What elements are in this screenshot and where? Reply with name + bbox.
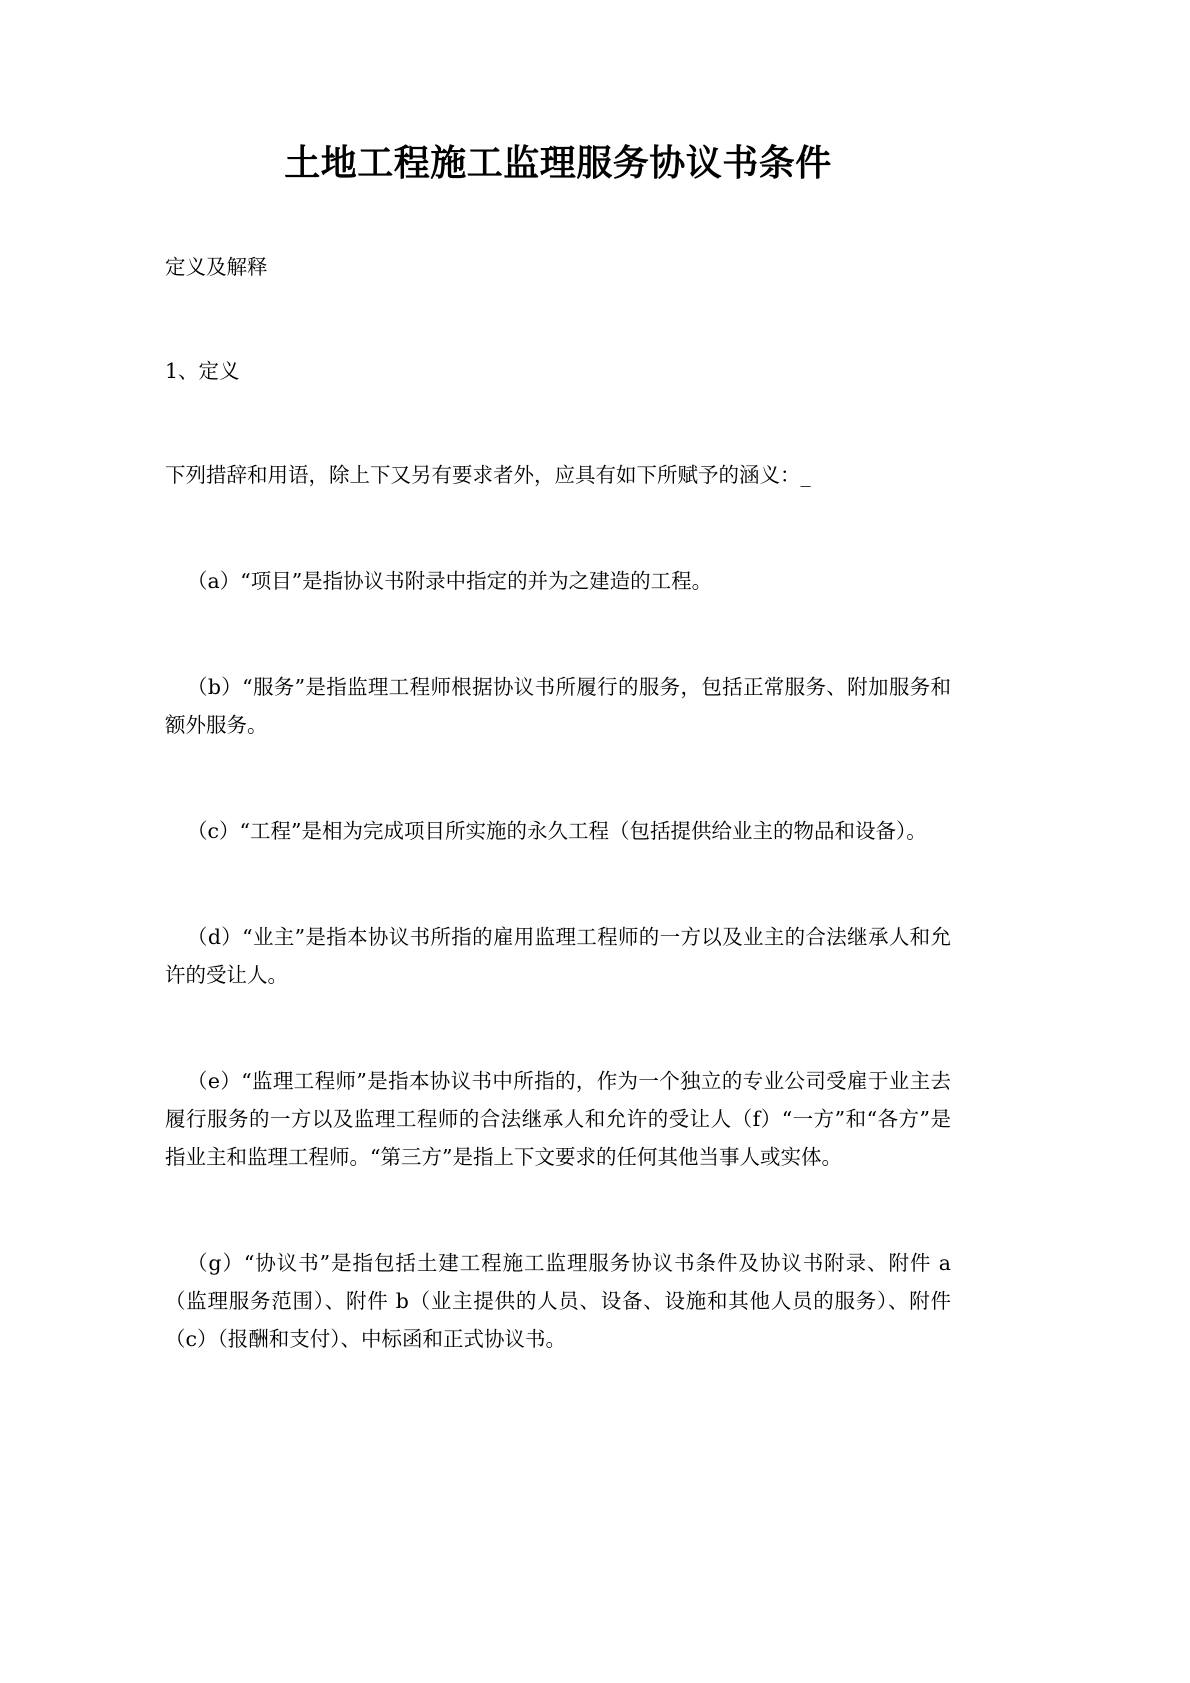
spacer — [165, 600, 951, 668]
definition-item-e: （e）“监理工程师”是指本协议书中所指的，作为一个独立的专业公司受雇于业主去履行服务的一方以及监理工程师的合法继承人和允许的受让人（f）“一方”和“各方”是指业主和监理工程师。“第三方”是指上下文要求的任何其他当事人或实体。 — [165, 1069, 951, 1169]
definition-item-a: （a）“项目”是指协议书附录中指定的并为之建造的工程。 — [187, 569, 713, 593]
spacer — [165, 850, 951, 918]
document-body — [165, 0, 951, 1358]
clause-heading-1: 1、定义 — [165, 359, 240, 383]
spacer — [165, 186, 951, 248]
spacer — [165, 286, 951, 352]
spacer — [165, 994, 951, 1062]
definition-item-c: （c）“工程”是相为完成项目所实施的永久工程（包括提供给业主的物品和设备）。 — [187, 819, 927, 843]
spacer — [165, 1176, 951, 1244]
definition-item-d: （d）“业主”是指本协议书所指的雇用监理工程师的一方以及业主的合法继承人和允许的受让人。 — [165, 925, 951, 987]
section-heading-definitions: 定义及解释 — [165, 255, 268, 279]
definition-item-g: （g）“协议书”是指包括土建工程施工监理服务协议书条件及协议书附录、附件 a（监理服务范围）、附件 b（业主提供的人员、设备、设施和其他人员的服务）、附件（c）（报酬和支付）、中标函和正式协议书。 — [165, 1251, 951, 1351]
spacer — [165, 390, 951, 456]
spacer — [165, 494, 951, 562]
definition-item-b: （b）“服务”是指监理工程师根据协议书所履行的服务，包括正常服务、附加服务和额外服务。 — [165, 675, 951, 737]
spacer — [165, 744, 951, 812]
page-title: 土地工程施工监理服务协议书条件 — [284, 142, 832, 184]
definitions-intro: 下列措辞和用语，除上下又另有要求者外，应具有如下所赋予的涵义：_ — [165, 463, 811, 487]
